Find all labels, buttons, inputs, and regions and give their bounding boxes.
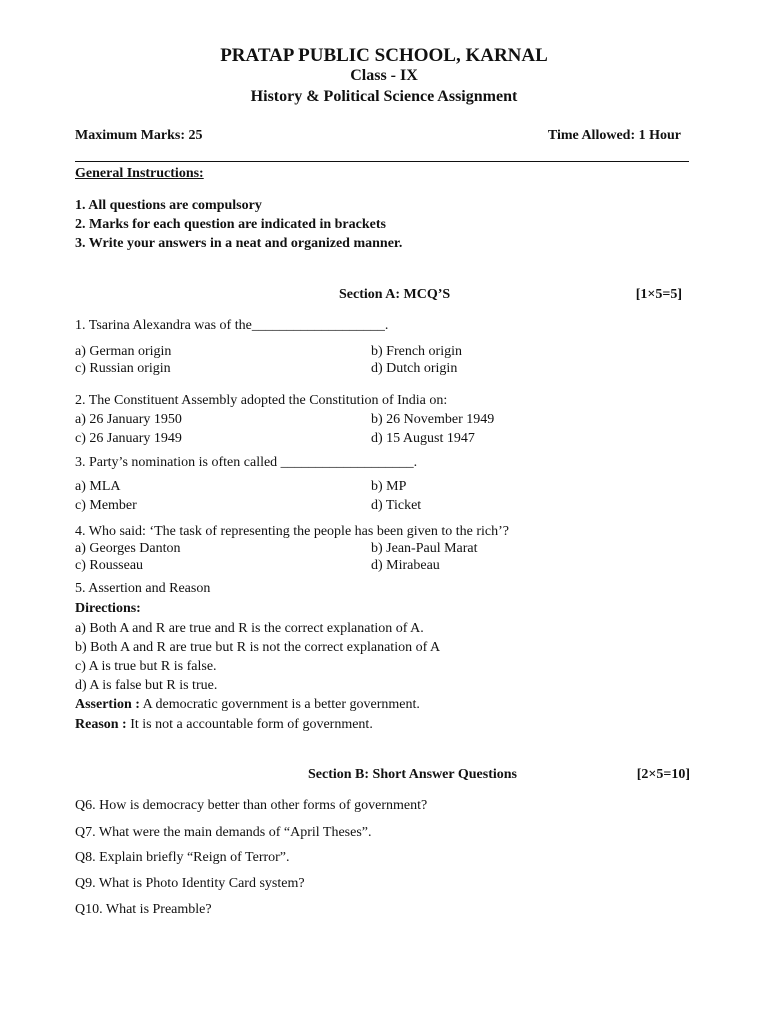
instruction-item: 2. Marks for each question are indicated in brackets xyxy=(75,217,386,232)
option-a: a) 26 January 1950 xyxy=(75,412,182,427)
section-b-marks: [2×5=10] xyxy=(636,767,690,782)
assertion-line xyxy=(75,697,420,713)
option-d: d) Ticket xyxy=(371,498,422,513)
section-a-title: Section A: MCQ’S xyxy=(339,287,451,302)
option-c: c) 26 January 1949 xyxy=(75,431,182,446)
school-name: PRATAP PUBLIC SCHOOL, KARNAL xyxy=(220,45,548,66)
question-6: Q6. How is democracy better than other forms of government? xyxy=(75,798,428,813)
option-a: a) MLA xyxy=(75,479,121,494)
option-c: c) Member xyxy=(75,498,137,513)
ar-option-d: d) A is false but R is true. xyxy=(75,678,218,693)
ar-option-a: a) Both A and R are true and R is the correct explanation of A. xyxy=(75,621,424,636)
question-3: 3. Party’s nomination is often called ___________________. xyxy=(75,455,418,470)
option-d: d) Dutch origin xyxy=(371,361,458,376)
class-label: Class - IX xyxy=(350,67,418,84)
option-b: b) MP xyxy=(371,479,407,494)
reason-text: It is not a accountable form of government. xyxy=(126,717,373,732)
ar-option-c: c) A is true but R is false. xyxy=(75,659,217,674)
assertion-text: A democratic government is a better government. xyxy=(139,697,420,712)
section-a-marks: [1×5=5] xyxy=(635,287,682,302)
question-8: Q8. Explain briefly “Reign of Terror”. xyxy=(75,850,290,865)
directions-label: Directions: xyxy=(75,601,141,616)
instruction-item: 1. All questions are compulsory xyxy=(75,198,262,213)
maximum-marks: Maximum Marks: 25 xyxy=(75,128,203,143)
header-divider xyxy=(75,161,689,162)
assertion-label: Assertion : xyxy=(75,697,140,712)
section-b-title: Section B: Short Answer Questions xyxy=(308,767,517,782)
option-b: b) 26 November 1949 xyxy=(371,412,495,427)
instructions-title: General Instructions: xyxy=(75,166,204,181)
option-c: c) Rousseau xyxy=(75,558,144,573)
question-9: Q9. What is Photo Identity Card system? xyxy=(75,876,305,891)
question-7: Q7. What were the main demands of “April Theses”. xyxy=(75,825,372,840)
option-a: a) Georges Danton xyxy=(75,541,181,556)
question-2: 2. The Constituent Assembly adopted the Constitution of India on: xyxy=(75,393,448,408)
reason-label: Reason : xyxy=(75,717,127,732)
reason-line xyxy=(75,717,373,733)
question-5: 5. Assertion and Reason xyxy=(75,581,211,596)
instruction-item: 3. Write your answers in a neat and organized manner. xyxy=(75,236,403,251)
question-1: 1. Tsarina Alexandra was of the___________________. xyxy=(75,318,389,333)
option-d: d) 15 August 1947 xyxy=(371,431,475,446)
option-b: b) French origin xyxy=(371,344,462,359)
option-b: b) Jean-Paul Marat xyxy=(371,541,478,556)
ar-option-b: b) Both A and R are true but R is not the correct explanation of A xyxy=(75,640,441,655)
option-d: d) Mirabeau xyxy=(371,558,440,573)
question-10: Q10. What is Preamble? xyxy=(75,902,212,917)
option-c: c) Russian origin xyxy=(75,361,171,376)
time-allowed: Time Allowed: 1 Hour xyxy=(547,128,681,143)
option-a: a) German origin xyxy=(75,344,172,359)
assignment-title: History & Political Science Assignment xyxy=(250,88,518,105)
question-4: 4. Who said: ‘The task of representing the people has been given to the rich’? xyxy=(75,524,509,539)
